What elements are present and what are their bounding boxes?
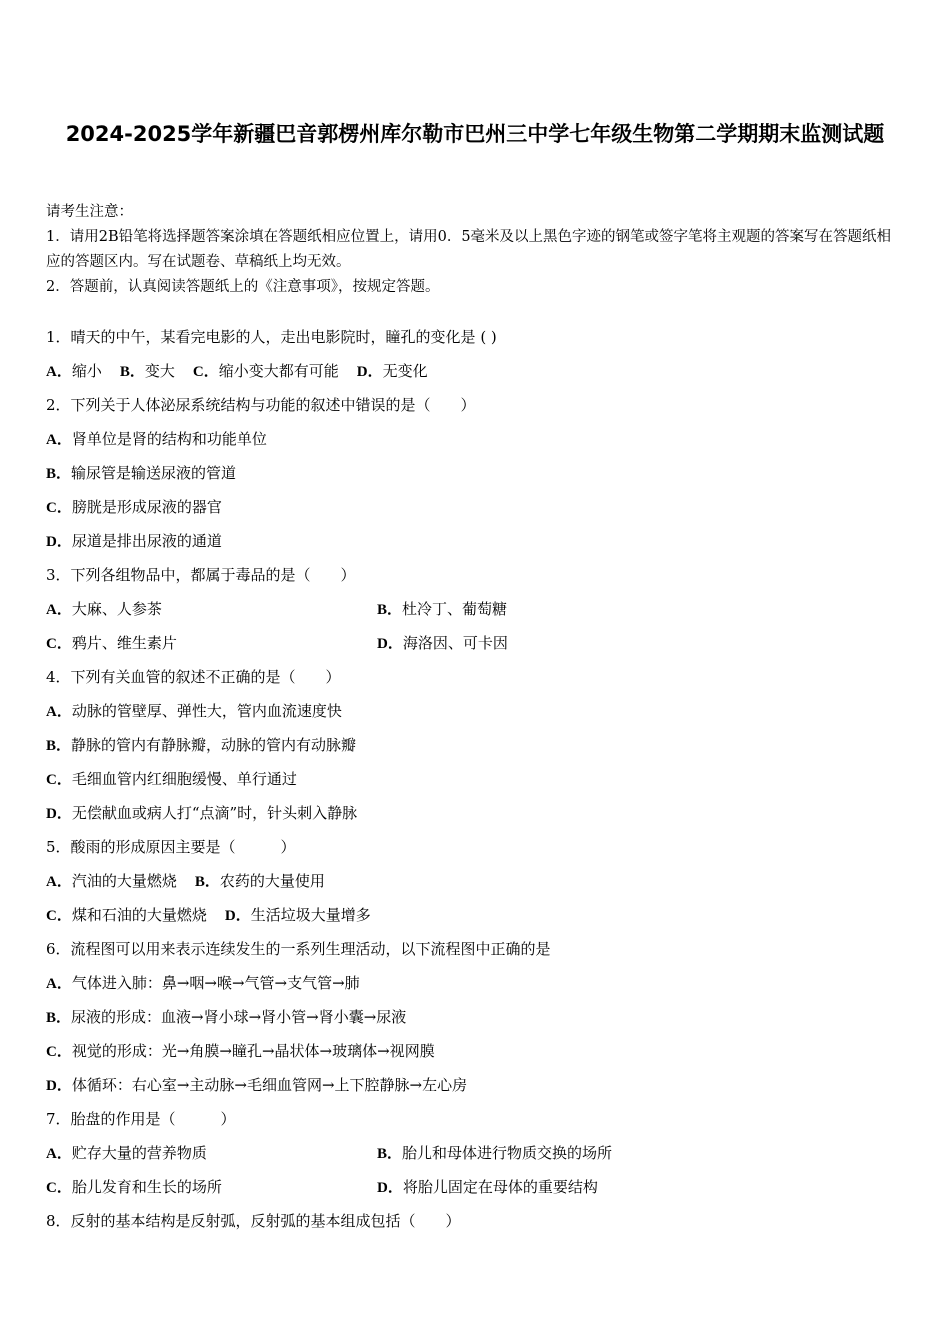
notice-item: 1．请用2B铅笔将选择题答案涂填在答题纸相应位置上，请用0．5毫米及以上黑色字迹的钢笔或签字笔将主观题的答案写在答题纸相应的答题区内。写在试题卷、草稿纸上均无效。 <box>46 229 892 270</box>
option: B．杜冷丁、葡萄糖 <box>377 600 508 618</box>
option: B．输尿管是输送尿液的管道 <box>46 464 237 482</box>
notice-item: 2．答题前，认真阅读答题纸上的《注意事项》，按规定答题。 <box>46 279 440 295</box>
option-row <box>46 354 906 388</box>
question-stem: 6．流程图可以用来表示连续发生的一系列生理活动，以下流程图中正确的是 <box>46 940 551 958</box>
option-row <box>46 864 906 898</box>
option: D．无变化 <box>356 362 428 380</box>
option: B．静脉的管内有静脉瓣，动脉的管内有动脉瓣 <box>46 736 357 754</box>
question-stem: 3．下列各组物品中，都属于毒品的是（ ） <box>46 566 356 584</box>
option: C．煤和石油的大量燃烧 <box>46 906 207 924</box>
option: B．胎儿和母体进行物质交换的场所 <box>377 1144 613 1162</box>
option: D．无偿献血或病人打“点滴”时，针头刺入静脉 <box>46 804 358 822</box>
option: D．尿道是排出尿液的通道 <box>46 532 222 550</box>
question-stem: 7．胎盘的作用是（ ） <box>46 1110 236 1128</box>
notice-heading: 请考生注意： <box>46 204 133 220</box>
option: B．尿液的形成：血液→肾小球→肾小管→肾小囊→尿液 <box>46 1008 407 1026</box>
option: A．缩小 <box>46 362 102 380</box>
question-stem: 1．晴天的中午，某看完电影的人，走出电影院时，瞳孔的变化是 ( ) <box>46 328 497 346</box>
option: C．膀胱是形成尿液的器官 <box>46 498 222 516</box>
option: D．海洛因、可卡因 <box>377 634 508 652</box>
option: C．缩小变大都有可能 <box>192 362 339 380</box>
option: D．将胎儿固定在母体的重要结构 <box>377 1178 598 1196</box>
option: B．变大 <box>119 362 175 380</box>
document-title: 2024-2025学年新疆巴音郭楞州库尔勒市巴州三中学七年级生物第二学期期末监测试题 <box>65 122 885 146</box>
option: A．贮存大量的营养物质 <box>46 1144 207 1162</box>
notice-section <box>46 200 896 300</box>
option: C．视觉的形成：光→角膜→瞳孔→晶状体→玻璃体→视网膜 <box>46 1042 435 1060</box>
option-row <box>46 1170 906 1204</box>
question-stem: 5．酸雨的形成原因主要是（ ） <box>46 838 296 856</box>
question-stem: 4．下列有关血管的叙述不正确的是（ ） <box>46 668 341 686</box>
option: A．气体进入肺：鼻→咽→喉→气管→支气管→肺 <box>46 974 360 992</box>
option: A．汽油的大量燃烧 <box>46 872 177 890</box>
option: B．农药的大量使用 <box>194 872 325 890</box>
option: C．鸦片、维生素片 <box>46 634 177 652</box>
option: D．生活垃圾大量增多 <box>224 906 371 924</box>
option-row <box>46 626 906 660</box>
option-row <box>46 898 906 932</box>
question-stem: 8．反射的基本结构是反射弧，反射弧的基本组成包括（ ） <box>46 1212 461 1230</box>
option-row <box>46 1136 906 1170</box>
option: C．胎儿发育和生长的场所 <box>46 1178 222 1196</box>
option: C．毛细血管内红细胞缓慢、单行通过 <box>46 770 297 788</box>
option: D．体循环：右心室→主动脉→毛细血管网→上下腔静脉→左心房 <box>46 1076 468 1094</box>
question-stem: 2．下列关于人体泌尿系统结构与功能的叙述中错误的是（ ） <box>46 396 476 414</box>
option: A．大麻、人参茶 <box>46 600 162 618</box>
option-row <box>46 592 906 626</box>
option: A．肾单位是肾的结构和功能单位 <box>46 430 267 448</box>
option: A．动脉的管壁厚、弹性大，管内血流速度快 <box>46 702 342 720</box>
question-list <box>46 320 906 1238</box>
